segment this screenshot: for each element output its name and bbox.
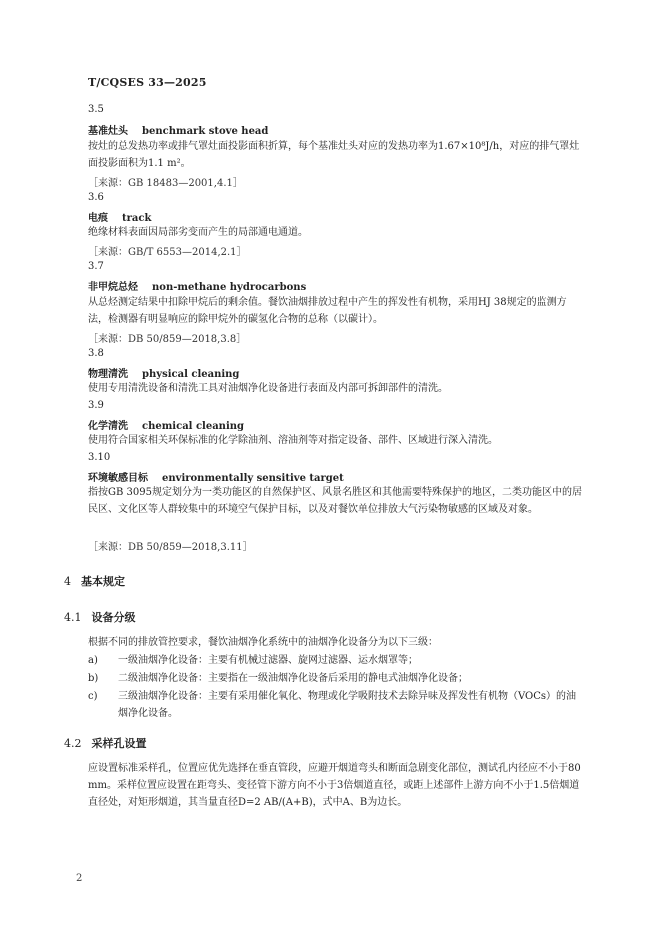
page-number: 2 — [76, 873, 83, 884]
term-definition — [88, 432, 582, 449]
section-title: 基本规定 — [81, 575, 125, 588]
definition-text: 指按GB 3095规定划分为一类功能区的自然保护区、风景名胜区和其他需要特殊保护的地区，二类功能区中的居民区、文化区等人群较集中的环境空气保护目标，以及对餐饮单位排放大气污染物敏感的区域及对象。 — [88, 487, 582, 515]
term-heading — [88, 122, 268, 137]
term-en: physical cleaning — [142, 369, 240, 380]
term-source: ［来源：DB 50/859—2018,3.11］ — [88, 542, 253, 553]
term-heading — [88, 278, 306, 293]
term-source: ［来源：DB 50/859—2018,3.8］ — [88, 334, 247, 345]
term-zh: 电痕 — [88, 213, 108, 224]
term-en: track — [122, 213, 152, 224]
term-number: 3.5 — [88, 104, 104, 115]
list-item-label: a) — [88, 655, 98, 666]
term-zh: 非甲烷总烃 — [88, 282, 138, 293]
term-source: ［来源：GB 18483—2001,4.1］ — [88, 178, 243, 189]
term-number: 3.7 — [88, 261, 104, 272]
definition-text: 使用符合国家相关环保标准的化学除油剂、溶油剂等对指定设备、部件、区域进行深入清洗。 — [88, 435, 498, 446]
term-definition — [88, 484, 582, 518]
term-definition — [88, 294, 582, 328]
subsection-title: 设备分级 — [91, 611, 136, 624]
paragraph — [88, 760, 582, 811]
subsection-heading — [64, 735, 147, 751]
list-item-label: b) — [88, 673, 99, 684]
term-source: ［来源：GB/T 6553—2014,2.1］ — [88, 247, 247, 258]
list-item-label: c) — [88, 691, 98, 702]
definition-text: 按灶的总发热功率或排气罩灶面投影面积折算，每个基准灶头对应的发热功率为1.67×10⁸J/h，对应的排气罩灶面投影面积为1.1 m²。 — [88, 141, 580, 169]
subsection-number: 4.1 — [64, 611, 82, 624]
list-item-text: 三级油烟净化设备：主要有采用催化氧化、物理或化学吸附技术去除异味及挥发性有机物（VOCs）的油烟净化设备。 — [118, 691, 577, 719]
term-definition — [88, 380, 582, 397]
paragraph-text: 应设置标准采样孔，位置应优先选择在垂直管段，应避开烟道弯头和断面急剧变化部位，测试孔内径应不小于80 mm。采样位置应设置在距弯头、变径管下游方向不小于3倍烟道直径，或距上述部件上游方向不小于1.5倍烟道直径处，对矩形烟道，其当量直径D=2 AB/(A+B)，式中A、B为边长。 — [88, 763, 581, 808]
term-zh: 环境敏感目标 — [88, 473, 148, 484]
paragraph — [88, 634, 582, 651]
definition-text: 绝缘材料表面因局部劣变而产生的局部通电通道。 — [88, 227, 308, 238]
term-en: chemical cleaning — [142, 421, 245, 432]
term-heading — [88, 209, 151, 224]
term-heading — [88, 417, 244, 432]
term-heading — [88, 365, 239, 380]
term-number: 3.10 — [88, 452, 111, 463]
section-number: 4 — [64, 575, 71, 588]
definition-text: 从总烃测定结果中扣除甲烷后的剩余值。餐饮油烟排放过程中产生的挥发性有机物，采用HJ 38规定的监测方法，检测器有明显响应的除甲烷外的碳氢化合物的总称（以碳计）。 — [88, 297, 567, 325]
subsection-title: 采样孔设置 — [91, 737, 147, 750]
term-en: environmentally sensitive target — [162, 473, 344, 484]
term-en: non-methane hydrocarbons — [152, 282, 307, 293]
definition-text: 使用专用清洗设备和清洗工具对油烟净化设备进行表面及内部可拆卸部件的清洗。 — [88, 383, 448, 394]
subsection-heading — [64, 609, 136, 625]
term-number: 3.8 — [88, 348, 104, 359]
section-heading — [64, 573, 125, 589]
term-number: 3.6 — [88, 192, 104, 203]
term-heading — [88, 469, 344, 484]
term-zh: 化学清洗 — [88, 421, 128, 432]
term-definition — [88, 138, 582, 172]
term-zh: 基准灶头 — [88, 126, 128, 137]
list-item-text: 二级油烟净化设备：主要指在一级油烟净化设备后采用的静电式油烟净化设备； — [118, 673, 468, 684]
list-item-text: 一级油烟净化设备：主要有机械过滤器、旋网过滤器、运水烟罩等； — [118, 655, 418, 666]
subsection-number: 4.2 — [64, 737, 82, 750]
document-id-header: T/CQSES 33—2025 — [88, 76, 207, 89]
term-definition — [88, 224, 582, 241]
paragraph-text: 根据不同的排放管控要求，餐饮油烟净化系统中的油烟净化设备分为以下三级： — [88, 637, 438, 648]
term-number: 3.9 — [88, 400, 104, 411]
term-zh: 物理清洗 — [88, 369, 128, 380]
term-en: benchmark stove head — [142, 126, 269, 137]
